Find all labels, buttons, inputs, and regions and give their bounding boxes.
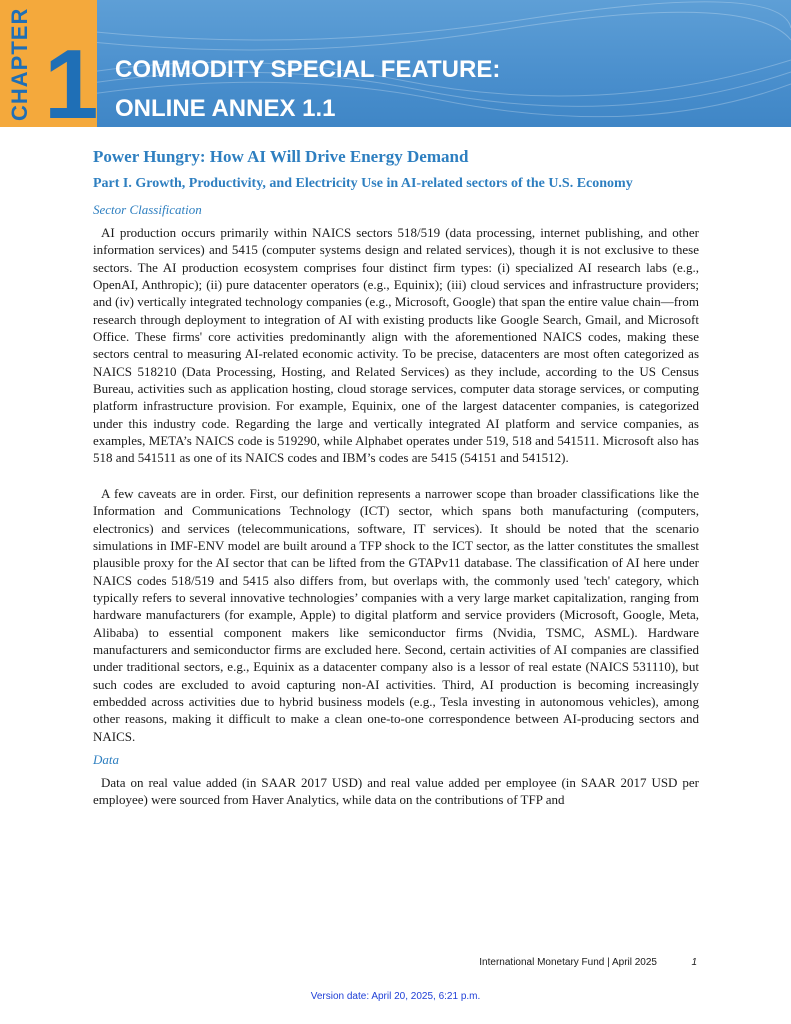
document-body — [93, 146, 699, 809]
banner-title-line2: ONLINE ANNEX 1.1 — [115, 95, 336, 122]
paragraph-2: A few caveats are in order. First, our definition represents a narrower scope than broader classifications like the Information and Communications Technology (ICT) sector, which spans both manufacturing (computers, electronics) and services (telecommunications, software, IT services). It should be noted that the scenario simulations in IMF-ENV model are built around a TFP shock to the ICT sector, as the latter constitutes the smallest plausible proxy for the AI sector that can be lifted from the GTAPv11 database. The classification of AI here under NAICS codes 518/519 and 5415 also differs from, but overlaps with, the commonly used 'tech' category, which typically refers to several innovative technologies’ companies with a very large market capitalization, ranging from hardware manufacturers (for example, Apple) to digital platform and service providers (Microsoft, Google, Meta, Alibaba) to essential component makers like semiconductor firms (Nvidia, TSMC, ASML). Hardware manufacturers and semiconductor firms are excluded here. Second, certain activities of AI companies are classified under traditional sectors, e.g., Equinix as a datacenter company also is a lessor of real estate (NAICS 531110), but such codes are excluded to avoid capturing non-AI activities. Third, AI production is becoming increasingly embedded across activities due to hybrid business models (e.g., Tesla investing in autonomous vehicles), among other reasons, making it difficult to make a clean one-to-one correspondence between AI-producing sectors and NAICS. — [93, 485, 699, 744]
chapter-label: CHAPTER — [7, 7, 32, 121]
banner-title-line1: COMMODITY SPECIAL FEATURE: — [115, 56, 501, 83]
document-title: Power Hungry: How AI Will Drive Energy Demand — [93, 147, 469, 166]
paragraph-1: AI production occurs primarily within NAICS sectors 518/519 (data processing, internet publishing, and other information services) and 5415 (computer systems design and related services), though it is not exclusive to these sectors. The AI production ecosystem comprises four distinct firm types: (i) specialized AI research labs (e.g., OpenAI, Anthropic); (ii) pure datacenter operators (e.g., Equinix); (iii) cloud services and infrastructure providers; and (iv) vertically integrated technology companies (e.g., Microsoft, Google) that span the entire value chain—from research through deployment to integration of AI with existing products like Google Search, Gmail, and Microsoft Office. These firms' core activities predominantly align with the aforementioned NAICS codes, making these sectors central to measuring AI-related economic activity. To be precise, datacenters are most often categorized as NAICS 518210 (Data Processing, Hosting, and Related Services) as they include, according to the US Census Bureau, activities such as application hosting, cloud storage services, computer data storage services, or computing platform infrastructure provision. For example, Equinix, one of the largest datacenter companies, is categorized under this industry code. Regarding the large and vertically integrated AI platform and service companies, as examples, META’s NAICS code is 519290, while Alphabet operates under 519, 518 and 541511. Microsoft also has 518 and 541511 as one of its NAICS codes and IBM’s codes are 5415 (54151 and 541512). — [93, 225, 699, 466]
page-number: 1 — [691, 957, 697, 968]
section-heading-data: Data — [93, 751, 119, 767]
chapter-banner — [0, 0, 791, 127]
chapter-tab — [0, 0, 97, 127]
version-date: Version date: April 20, 2025, 6:21 p.m. — [310, 991, 481, 1002]
chapter-number: 1 — [44, 29, 99, 127]
footer-organization: International Monetary Fund | April 2025 — [479, 957, 657, 968]
part-title: Part I. Growth, Productivity, and Electricity Use in AI-related sectors of the U.S. Economy — [93, 176, 633, 191]
section-heading-sector-classification: Sector Classification — [93, 202, 202, 217]
paragraph-3: Data on real value added (in SAAR 2017 USD) and real value added per employee (in SAAR 2017 USD per employee) were sourced from Haver Analytics, while data on the contributions of TFP and — [93, 774, 699, 808]
